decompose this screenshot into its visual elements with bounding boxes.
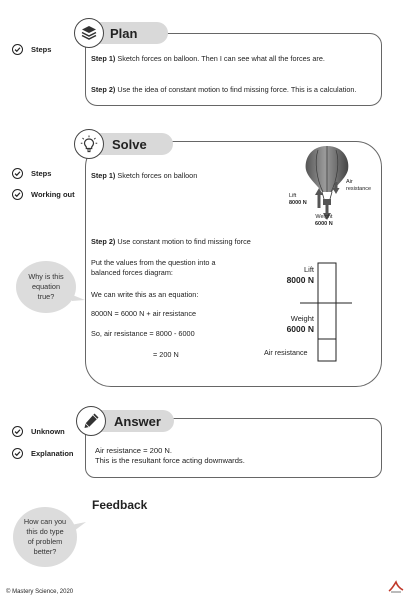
answer-title: Answer xyxy=(114,413,161,429)
solve-title: Solve xyxy=(112,136,147,152)
answer-explanation-label xyxy=(12,448,74,459)
solve-working-label xyxy=(12,189,75,200)
answer-line1: Air resistance = 200 N. xyxy=(95,446,173,455)
answer-text xyxy=(95,446,375,467)
balloon-resistance-text: resistance xyxy=(346,186,372,193)
feedback-title: Feedback xyxy=(92,498,148,512)
solve-step1 xyxy=(91,171,271,181)
diagram-weight-text: Weight xyxy=(290,314,314,323)
plan-step1 xyxy=(91,54,376,64)
solve-steps-label xyxy=(12,168,51,179)
working-result: = 200 N xyxy=(153,350,179,359)
bubble-tail xyxy=(71,521,87,533)
answer-unknown-text: Unknown xyxy=(31,427,65,436)
bubble-why-line1: Why is this xyxy=(28,272,64,282)
check-icon xyxy=(12,189,23,200)
footer-copyright: © Mastery Science, 2020 xyxy=(6,589,74,595)
diagram-air-label: Air resistance xyxy=(264,348,308,357)
bubble-feedback-line1: How can you xyxy=(23,517,67,527)
check-icon xyxy=(12,426,23,437)
solve-step1-label: Step 1) xyxy=(91,171,116,180)
solve-steps-text: Steps xyxy=(31,169,52,178)
layers-icon xyxy=(74,18,104,48)
working-intro xyxy=(91,258,266,278)
check-icon xyxy=(12,168,23,179)
balloon-air-text: Air xyxy=(346,179,353,185)
working-line3: We can write this as an equation: xyxy=(91,290,199,299)
solve-step2-label: Step 2) xyxy=(91,237,116,246)
balloon-lift-value: 8000 N xyxy=(289,200,307,207)
balloon-lift-label xyxy=(289,193,307,207)
bubble-feedback-line2: this do type xyxy=(26,527,64,537)
plan-step2-label: Step 2) xyxy=(91,85,116,94)
plan-step1-text: Sketch forces on balloon. Then I can see what all the forces are. xyxy=(117,54,325,63)
solve-step2 xyxy=(91,237,291,247)
bubble-why-line3: true? xyxy=(37,291,55,301)
working-line2: balanced forces diagram: xyxy=(91,267,173,277)
solve-step1-text: Sketch forces on balloon xyxy=(117,171,198,180)
answer-unknown-label xyxy=(12,426,65,437)
bubble-feedback-line4: better? xyxy=(33,546,57,556)
answer-explanation-text: Explanation xyxy=(31,449,74,458)
check-icon xyxy=(12,44,23,55)
brand-logo-icon xyxy=(387,580,405,594)
working-rearranged: So, air resistance = 8000 - 6000 xyxy=(91,329,195,338)
diagram-lift-text: Lift xyxy=(303,265,314,274)
balanced-forces-diagram xyxy=(290,255,360,370)
plan-title: Plan xyxy=(110,25,138,41)
diagram-weight-value: 6000 N xyxy=(286,324,314,335)
diagram-lift-value: 8000 N xyxy=(286,275,314,286)
plan-step2-text: Use the idea of constant motion to find missing force. This is a calculation. xyxy=(117,85,357,94)
balloon-weight-text: Weight xyxy=(315,214,333,220)
working-equation: 8000N = 6000 N + air resistance xyxy=(91,309,197,318)
balloon-air-label xyxy=(346,179,371,193)
bubble-why-line2: equation xyxy=(32,282,60,292)
bubble-tail xyxy=(70,292,86,304)
lightbulb-icon xyxy=(74,129,104,159)
pencil-icon xyxy=(76,406,106,436)
plan-steps-label xyxy=(12,44,51,55)
balloon-lift-text: Lift xyxy=(289,193,297,199)
plan-step2 xyxy=(91,85,378,95)
solve-step2-text: Use constant motion to find missing force xyxy=(117,237,251,246)
solve-working-text: Working out xyxy=(31,190,75,199)
thought-bubble-feedback xyxy=(13,507,77,567)
plan-step1-label: Step 1) xyxy=(91,54,116,63)
check-icon xyxy=(12,448,23,459)
balloon-weight-value: 6000 N xyxy=(315,221,333,228)
answer-line2: This is the resultant force acting downwards. xyxy=(95,456,245,466)
bubble-feedback-line3: of problem xyxy=(27,537,63,546)
plan-steps-text: Steps xyxy=(31,45,52,54)
thought-bubble-why xyxy=(16,261,76,313)
working-line1: Put the values from the question into a xyxy=(91,258,216,267)
balloon-weight-label xyxy=(315,214,333,228)
